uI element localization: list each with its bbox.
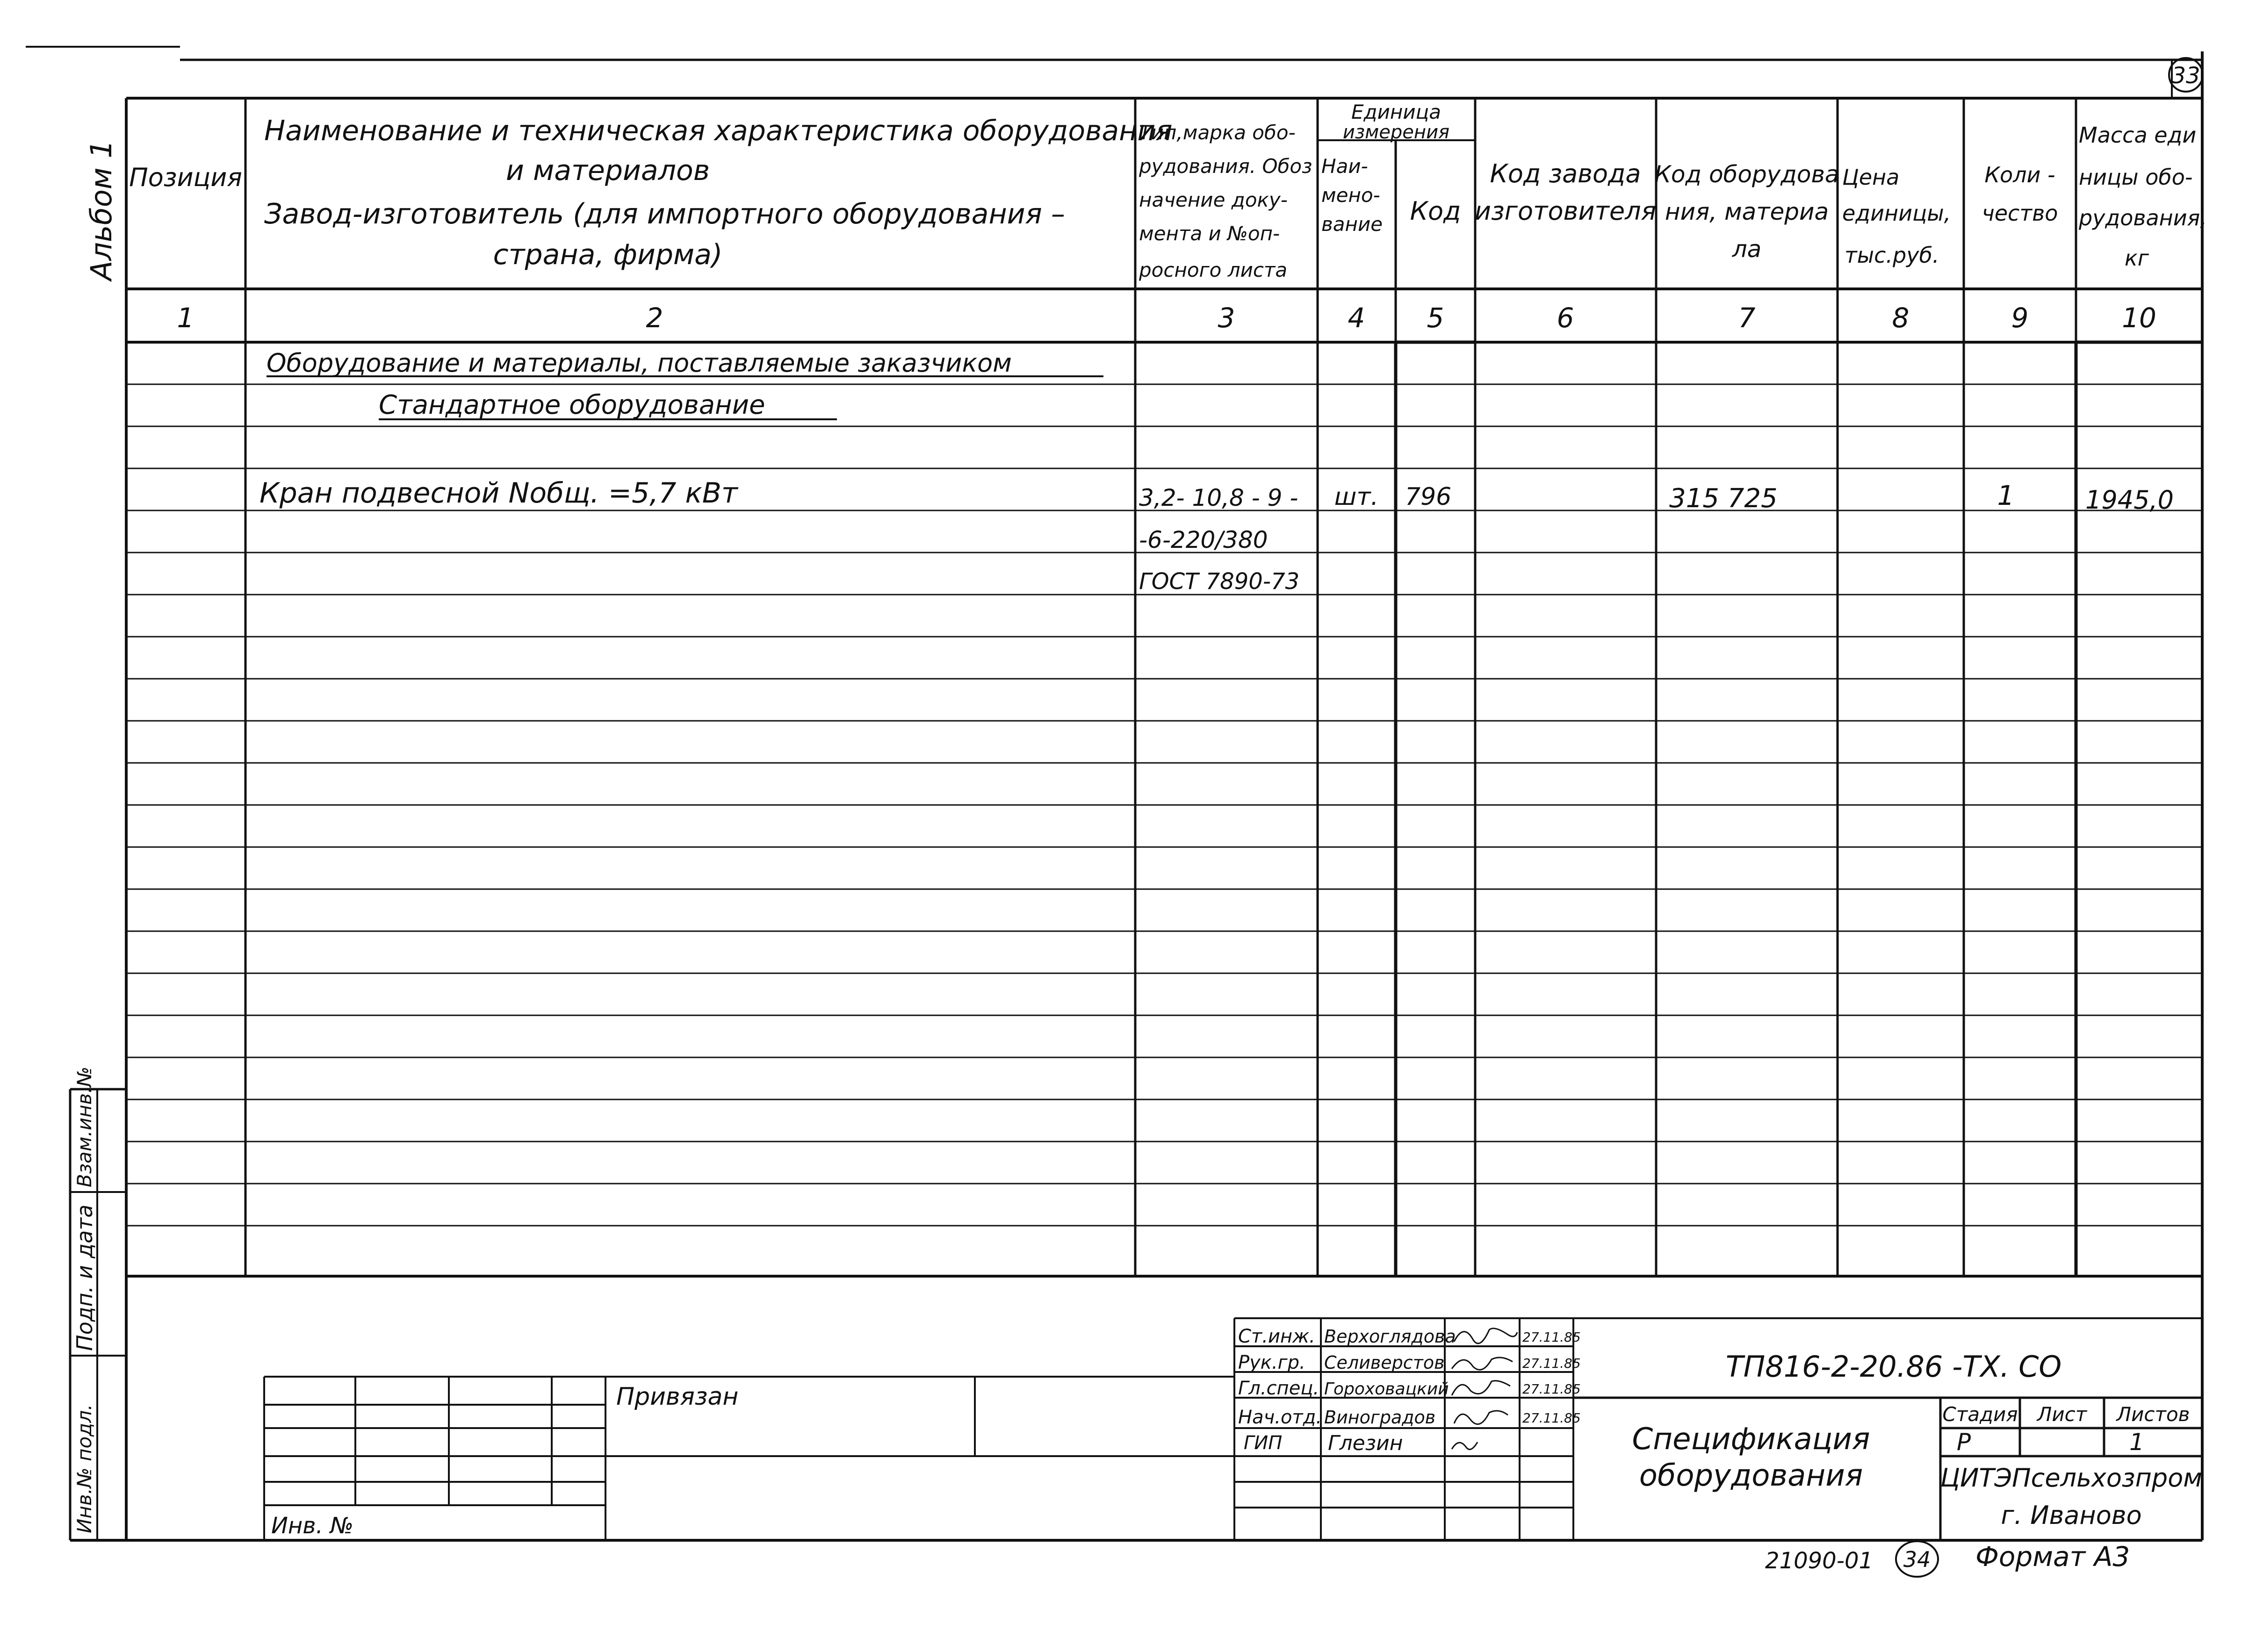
subsection-title: Стандартное оборудование <box>379 390 765 420</box>
header-type-line-1: Тип,марка обо- <box>1139 121 1296 144</box>
column-number: 5 <box>1427 302 1444 334</box>
column-number: 2 <box>646 302 663 334</box>
margin-label-replacement-inv: Взам.инв.№ <box>73 1066 96 1187</box>
item-unit: шт. <box>1334 483 1379 511</box>
document-title-line-1: Спецификация <box>1632 1422 1870 1457</box>
column-number: 8 <box>1892 302 1910 334</box>
header-unit-name-line-1: Наи- <box>1321 155 1368 178</box>
item-type-line-2: -6-220/380 <box>1139 526 1268 553</box>
stamp-role: Рук.гр. <box>1238 1352 1305 1373</box>
stamp-date: 27.11.85 <box>1522 1410 1581 1426</box>
document-title-line-2: оборудования <box>1639 1458 1863 1493</box>
header-type-line-4: мента и №оп- <box>1139 222 1280 245</box>
stamp-name: Виноградов <box>1324 1407 1436 1428</box>
footer <box>1765 1541 2130 1577</box>
header-mass-line-3: рудования, <box>2079 205 2207 230</box>
header-type-line-2: рудования. Обоз <box>1139 155 1312 178</box>
sheet-label: Лист <box>2037 1403 2087 1426</box>
table-body <box>259 348 2174 595</box>
margin-label-original-inv: Инв.№ подл. <box>73 1404 96 1533</box>
column-number: 3 <box>1218 302 1235 334</box>
header-mass-line-1: Масса еди <box>2079 122 2197 148</box>
header-unit-name-line-2: мено- <box>1321 184 1380 207</box>
stage-label: Стадия <box>1942 1403 2018 1426</box>
table-header <box>129 101 2207 281</box>
column-number: 4 <box>1348 302 1365 334</box>
item-mass: 1945,0 <box>2085 485 2174 515</box>
paper-format: Формат А3 <box>1975 1541 2130 1573</box>
margin-label-signature-date: Подп. и дата <box>72 1204 97 1351</box>
footer-page-number: 34 <box>1903 1547 1931 1572</box>
stamp-name: Верхоглядова <box>1324 1326 1456 1347</box>
table-row <box>259 477 2174 595</box>
album-label: Альбом 1 <box>84 140 118 280</box>
header-name-line-4: страна, фирма) <box>493 238 723 271</box>
column-number-row <box>177 302 2156 334</box>
header-equipment-code-line-3: ла <box>1732 236 1762 263</box>
stamp-date: 27.11.85 <box>1522 1381 1581 1397</box>
title-block <box>264 1318 2202 1540</box>
stamp-role: ГИП <box>1244 1432 1283 1454</box>
page-number-top: 33 <box>2171 63 2200 89</box>
header-name-line-2: и материалов <box>505 154 710 187</box>
item-type-line-3: ГОСТ 7890-73 <box>1139 568 1300 595</box>
left-margin-strip <box>70 1067 126 1540</box>
header-code: Код <box>1410 196 1461 226</box>
header-quantity-line-1: Коли - <box>1984 162 2055 187</box>
item-type-line-1: 3,2- 10,8 - 9 - <box>1139 484 1298 511</box>
page-number-badge <box>2169 58 2203 92</box>
header-equipment-code-line-1: Код оборудова <box>1654 161 1839 188</box>
stamp-role: Гл.спец. <box>1238 1378 1319 1399</box>
header-equipment-code-line-2: ния, материа <box>1665 198 1829 225</box>
header-factory-code-line-1: Код завода <box>1490 159 1641 188</box>
stamp-name: Гороховацкий <box>1324 1379 1449 1399</box>
header-type-line-3: начение доку- <box>1139 188 1288 211</box>
organization-city: г. Иваново <box>2001 1501 2142 1530</box>
table-grid <box>126 98 2202 1540</box>
header-name-line-3: Завод-изготовитель (для импортного оборудования – <box>264 198 1065 230</box>
stamp-date: 27.11.85 <box>1522 1329 1581 1345</box>
header-type-line-5: росного листа <box>1139 259 1288 281</box>
organization-name: ЦИТЭПсельхозпром <box>1940 1463 2202 1493</box>
stamp-role: Нач.отд. <box>1238 1407 1322 1428</box>
header-price-line-1: Цена <box>1842 165 1900 190</box>
inventory-number-label: Инв. № <box>271 1513 354 1539</box>
header-price-line-3: тыс.руб. <box>1845 243 1939 268</box>
item-quantity: 1 <box>1997 480 2015 511</box>
column-number: 1 <box>177 302 195 334</box>
column-number: 10 <box>2122 302 2156 334</box>
header-mass-line-2: ницы обо- <box>2079 165 2193 190</box>
stamp-name: Селиверстов <box>1324 1352 1445 1373</box>
header-position: Позиция <box>129 163 242 192</box>
header-price-line-2: единицы, <box>1842 201 1951 226</box>
section-title: Оборудование и материалы, поставляемые заказчиком <box>267 348 1012 378</box>
header-unit-name-line-3: вание <box>1321 213 1383 236</box>
header-quantity-line-2: чество <box>1982 201 2058 226</box>
header-unit-line-2: измерения <box>1342 122 1450 143</box>
column-number: 7 <box>1738 302 1756 334</box>
stamp-date: 27.11.85 <box>1522 1356 1581 1371</box>
stamp-name: Глезин <box>1328 1431 1403 1455</box>
sheet-frame <box>26 47 2202 1540</box>
header-unit-line-1: Единица <box>1351 101 1441 123</box>
item-equipment-code: 315 725 <box>1669 483 1778 514</box>
archive-number: 21090-01 <box>1765 1548 1874 1574</box>
stage-value: Р <box>1956 1429 1971 1456</box>
column-number: 6 <box>1557 302 1574 334</box>
privyazan-label: Привязан <box>616 1383 739 1411</box>
item-unit-code: 796 <box>1405 483 1452 511</box>
header-factory-code-line-2: изготовителя <box>1474 196 1657 226</box>
header-mass-line-4: кг <box>2125 245 2149 271</box>
header-name-line-1: Наименование и техническая характеристика оборудования <box>264 115 1173 147</box>
document-code: ТП816-2-20.86 -ТХ. СО <box>1725 1350 2062 1384</box>
item-name: Кран подвесной Nобщ. =5,7 кВт <box>259 477 738 510</box>
column-number: 9 <box>2011 302 2029 334</box>
stamp-role: Ст.инж. <box>1238 1326 1315 1347</box>
sheets-label: Листов <box>2116 1403 2190 1426</box>
sheets-value: 1 <box>2129 1429 2144 1456</box>
